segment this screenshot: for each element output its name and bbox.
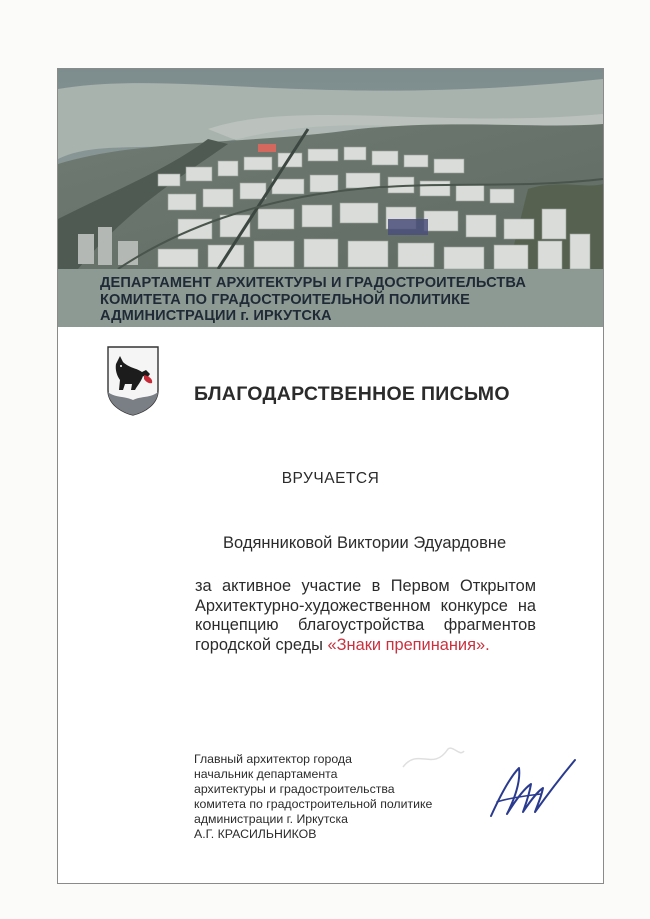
recipient-name: Водянниковой Виктории Эдуардовне (223, 534, 507, 552)
reason-line-2: Архитектурно-художественном конкурсе на (195, 596, 536, 615)
reason-line-4-prefix: городской среды (195, 635, 328, 654)
signer-line-1: Главный архитектор города (194, 752, 352, 766)
signer-line-2: начальник департамента (194, 767, 338, 781)
award-reason (195, 577, 536, 655)
reason-line-4 (195, 636, 536, 656)
contest-name-highlight: «Знаки препинания». (327, 635, 490, 654)
signer-block (194, 752, 432, 842)
reason-line-3: концепцию благоустройства фрагментов (195, 616, 536, 635)
city-aerial-render-image (58, 69, 603, 269)
department-line-2: КОМИТЕТА ПО ГРАДОСТРОИТЕЛЬНОЙ ПОЛИТИКЕ (100, 291, 470, 308)
awarded-label: ВРУЧАЕТСЯ (281, 470, 380, 487)
letter-frame (57, 68, 604, 884)
signer-line-3: архитектуры и градостроительства (194, 782, 395, 796)
department-line-1: ДЕПАРТАМЕНТ АРХИТЕКТУРЫ И ГРАДОСТРОИТЕЛЬСТВА (100, 275, 526, 291)
reason-line-1: за активное участие в Первом Открытом (195, 577, 536, 595)
signer-line-4: комитета по градостроительной политике (194, 797, 433, 811)
department-heading (100, 275, 600, 325)
handwritten-signature (483, 754, 583, 824)
signer-name: А.Г. КРАСИЛЬНИКОВ (194, 827, 317, 841)
signer-line-5: администрации г. Иркутска (194, 812, 348, 826)
letter-title: БЛАГОДАРСТВЕННОЕ ПИСЬМО (194, 383, 510, 405)
irkutsk-coat-of-arms-emblem (107, 346, 159, 416)
department-line-3: АДМИНИСТРАЦИИ г. ИРКУТСКА (100, 308, 332, 324)
